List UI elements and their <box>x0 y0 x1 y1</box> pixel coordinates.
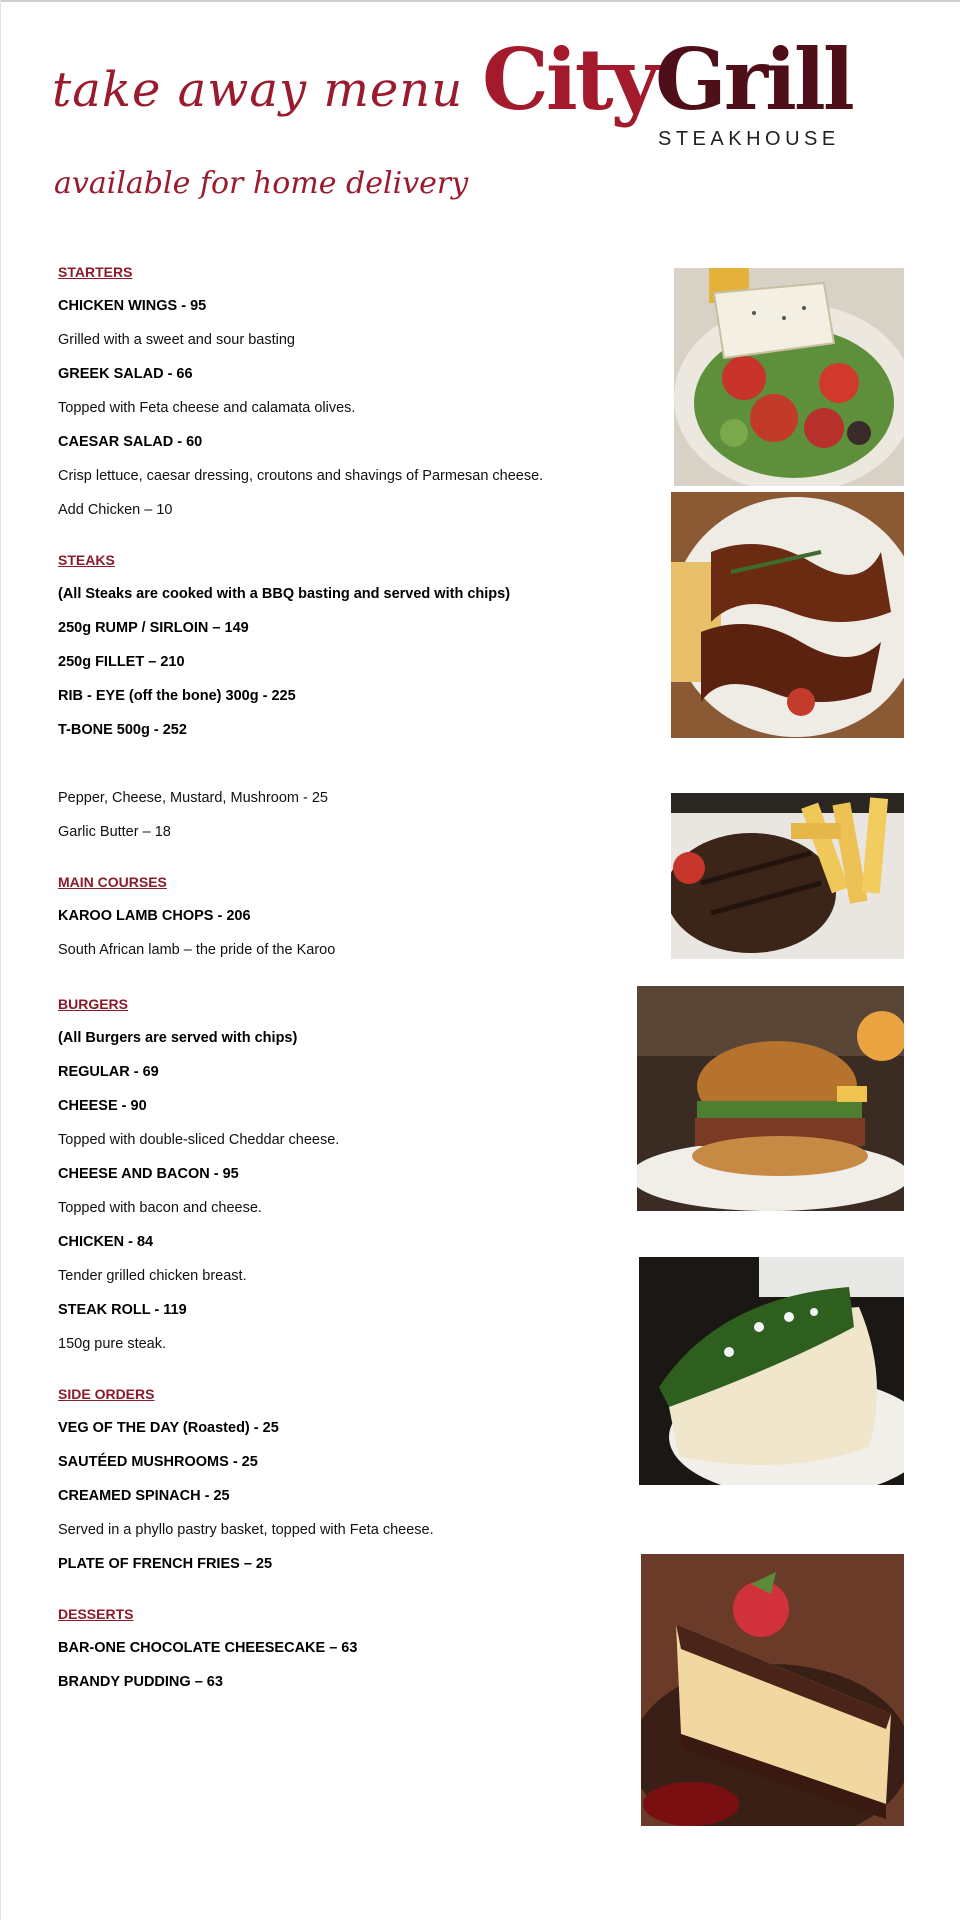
top-border <box>0 0 960 2</box>
menu-item: GREEK SALAD - 66 <box>58 366 193 382</box>
menu-item: (All Steaks are cooked with a BBQ basting and served with chips) <box>58 586 511 602</box>
section-heading: MAIN COURSES <box>58 874 167 890</box>
menu-item: 250g FILLET – 210 <box>58 654 185 670</box>
greek-salad-photo <box>674 268 904 486</box>
menu-item-description: South African lamb – the pride of the Karoo <box>58 942 336 958</box>
menu-item: REGULAR - 69 <box>58 1064 159 1080</box>
burger-photo <box>637 986 904 1211</box>
menu-item-description: Grilled with a sweet and sour basting <box>58 332 295 348</box>
menu-item-description: Topped with bacon and cheese. <box>58 1200 262 1216</box>
section-heading: STARTERS <box>58 264 133 280</box>
menu-item: CHICKEN WINGS - 95 <box>58 298 207 314</box>
logo-steakhouse: STEAKHOUSE <box>658 128 840 150</box>
city-grill-logo <box>482 30 862 158</box>
take-away-title: take away menu <box>52 62 464 118</box>
menu-item-description: Topped with double-sliced Cheddar cheese. <box>58 1132 340 1148</box>
menu-item: RIB - EYE (off the bone) 300g - 225 <box>58 688 296 704</box>
menu-item-description: 150g pure steak. <box>58 1336 167 1352</box>
menu-item-description: Add Chicken – 10 <box>58 502 173 518</box>
menu-item-description: Garlic Butter – 18 <box>58 824 171 840</box>
menu-item-description: Pepper, Cheese, Mustard, Mushroom - 25 <box>58 790 328 806</box>
logo-grill: Grill <box>655 30 852 129</box>
menu-item: PLATE OF FRENCH FRIES – 25 <box>58 1556 273 1572</box>
menu-item: STEAK ROLL - 119 <box>58 1302 187 1318</box>
chicken-wings-photo <box>671 492 904 738</box>
menu-item-description: Tender grilled chicken breast. <box>58 1268 247 1284</box>
logo-city: City <box>482 30 657 129</box>
steak-and-chips-photo <box>671 793 904 959</box>
left-border <box>0 0 1 1920</box>
creamed-spinach-photo <box>639 1257 904 1485</box>
menu-item: SAUTÉED MUSHROOMS - 25 <box>58 1454 258 1470</box>
delivery-subtitle: available for home delivery <box>54 166 469 201</box>
menu-item: BRANDY PUDDING – 63 <box>58 1674 223 1690</box>
menu-item: CHEESE AND BACON - 95 <box>58 1166 239 1182</box>
menu-item: CAESAR SALAD - 60 <box>58 434 203 450</box>
section-heading: SIDE ORDERS <box>58 1386 155 1402</box>
menu-item-description: Crisp lettuce, caesar dressing, croutons and shavings of Parmesan cheese. <box>58 468 544 484</box>
menu-item: VEG OF THE DAY (Roasted) - 25 <box>58 1420 279 1436</box>
section-heading: DESSERTS <box>58 1606 134 1622</box>
menu-item: T-BONE 500g - 252 <box>58 722 187 738</box>
menu-item: KAROO LAMB CHOPS - 206 <box>58 908 251 924</box>
cheesecake-photo <box>641 1554 904 1826</box>
menu-item-description: Topped with Feta cheese and calamata olives. <box>58 400 356 416</box>
menu-item: CHEESE - 90 <box>58 1098 147 1114</box>
menu-item: BAR-ONE CHOCOLATE CHEESECAKE – 63 <box>58 1640 358 1656</box>
menu-item: CHICKEN - 84 <box>58 1234 154 1250</box>
section-heading: STEAKS <box>58 552 115 568</box>
menu-item: (All Burgers are served with chips) <box>58 1030 298 1046</box>
menu-item-description: Served in a phyllo pastry basket, topped with Feta cheese. <box>58 1522 434 1538</box>
menu-item: CREAMED SPINACH - 25 <box>58 1488 230 1504</box>
menu-item: 250g RUMP / SIRLOIN – 149 <box>58 620 249 636</box>
section-heading: BURGERS <box>58 996 129 1012</box>
